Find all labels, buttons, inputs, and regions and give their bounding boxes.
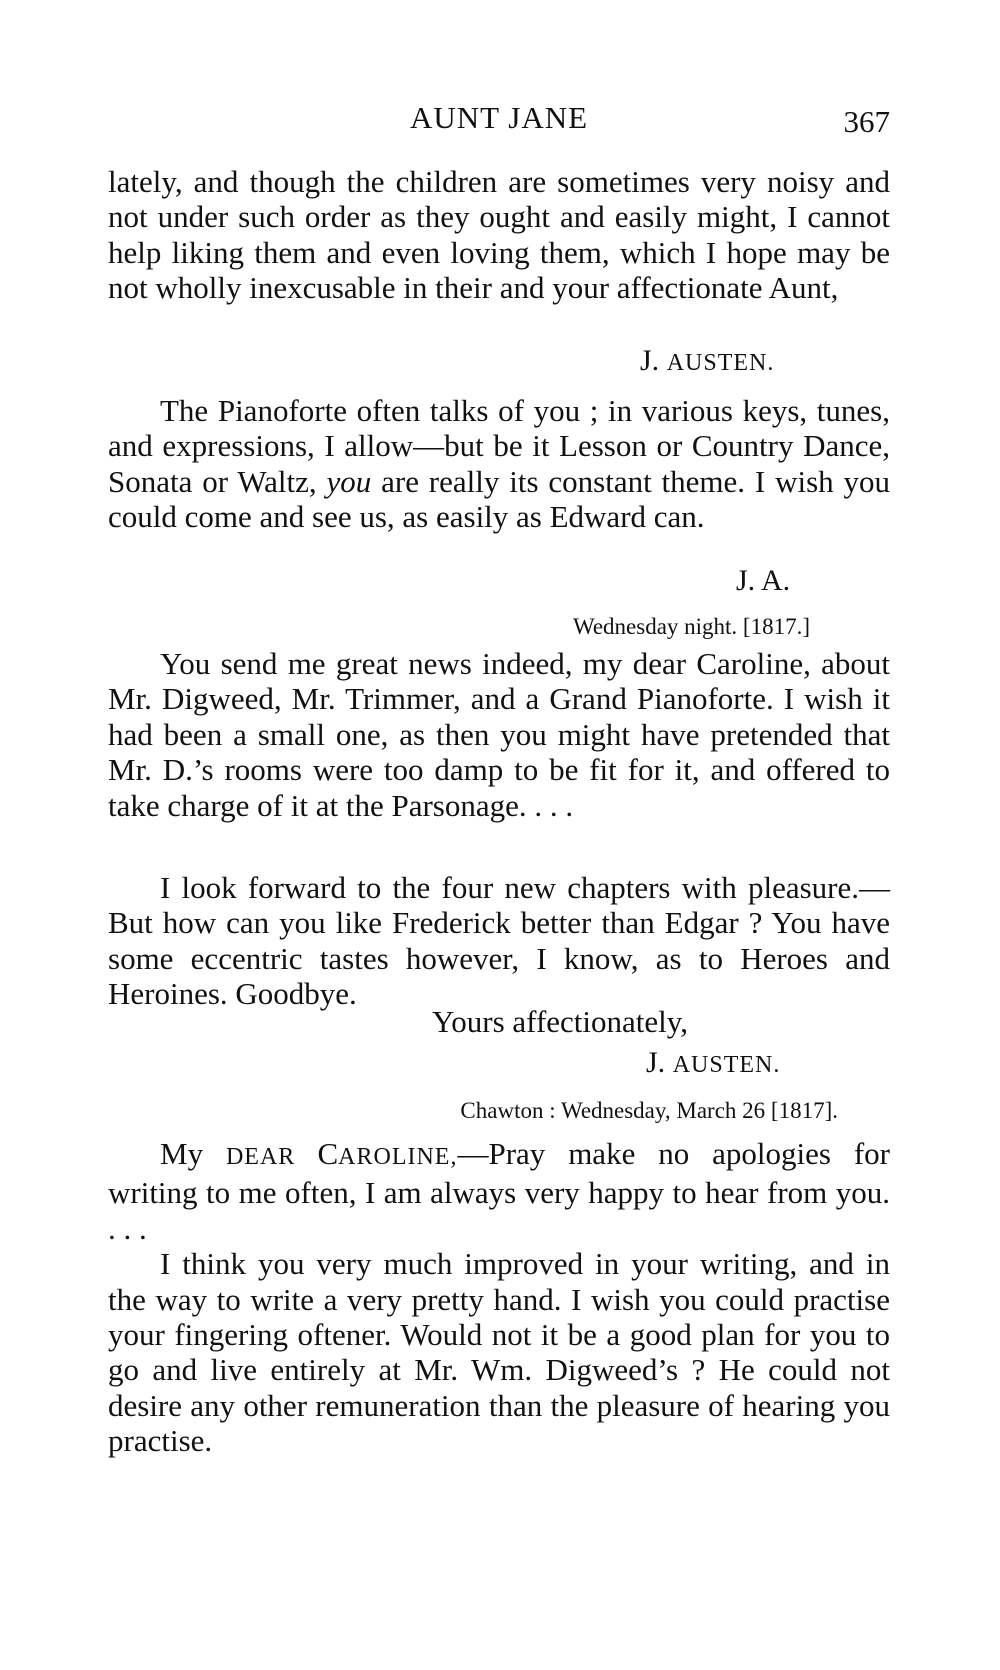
letter1-paragraph: lately, and though the children are sometimes very noisy and not under such order as they ought and easily might, I cannot help liking them and even loving them, which I hope may be not wholly inexcusable in their and your affectionate Aunt, <box>108 164 890 306</box>
page-number: 367 <box>843 104 890 139</box>
postscript <box>108 393 890 535</box>
letter3-dateline: Chawton : Wednesday, March 26 [1817]. <box>460 1098 838 1123</box>
postscript-signature: J. A. <box>736 564 791 597</box>
letter2-body <box>108 646 890 823</box>
letter3-paragraph-2: I think you very much improved in your writing, and in the way to write a very pretty hand. I wish you could practise your fingering oftener. Would not it be a good plan for you to go and live entirely at Mr. Wm. Digweed’s ? He could not desire any other remuneration than the pleasure of hearing you practise. <box>108 1246 890 1459</box>
letter2-body-2 <box>108 870 890 1012</box>
postscript-emphasis: you <box>326 463 372 499</box>
letter3-body <box>108 1136 890 1459</box>
postscript-text-before: The Pianoforte often talks of you ; in various keys, tunes, and expressions, I allow—but be it Lesson or Country Dance, Sonata or Waltz, <box>108 393 890 499</box>
letter2-closing: Yours affectionately, <box>432 1004 688 1039</box>
running-title: AUNT JANE <box>409 100 589 135</box>
page-header <box>108 100 890 144</box>
salutation-caroline-rest: AROLINE, <box>338 1144 458 1170</box>
letter3-paragraph-1-text: —Pray make no apologies for writing to me often, I am always very happy to hear from you. . . . <box>108 1136 890 1246</box>
salutation-dear: DEAR <box>225 1144 318 1170</box>
letter2-paragraph-1: You send me great news indeed, my dear Caroline, about Mr. Digweed, Mr. Trimmer, and a Grand Pianoforte. I wish it had been a small one, as then you might have pretended that Mr. D.’s rooms were too damp to be fit for it, and offered to take charge of it at the Parsonage. . . . <box>108 646 890 823</box>
signature-initial: J. <box>646 1046 673 1079</box>
letter2-paragraph-2: I look forward to the four new chapters with pleasure.—But how can you like Frederick better than Edgar ? You have some eccentric tastes however, I know, as to Heroes and Heroines. Goodbye. <box>108 870 890 1012</box>
salutation-caroline-initial: C <box>317 1136 339 1171</box>
letter1-signature <box>640 344 774 378</box>
letter1-body <box>108 164 890 306</box>
salutation-my: My <box>160 1136 226 1171</box>
letter2-signature <box>646 1046 780 1080</box>
signature-initial: J. <box>640 344 667 377</box>
letter2-dateline: Wednesday night. [1817.] <box>572 614 810 639</box>
letter3-paragraph-1 <box>108 1136 890 1246</box>
signature-name: AUSTEN. <box>666 350 775 376</box>
signature-name: AUSTEN. <box>672 1052 781 1078</box>
postscript-text-after: are really its constant theme. I wish you could come and see us, as easily as Edward can. <box>108 463 891 535</box>
postscript-paragraph <box>108 393 890 535</box>
